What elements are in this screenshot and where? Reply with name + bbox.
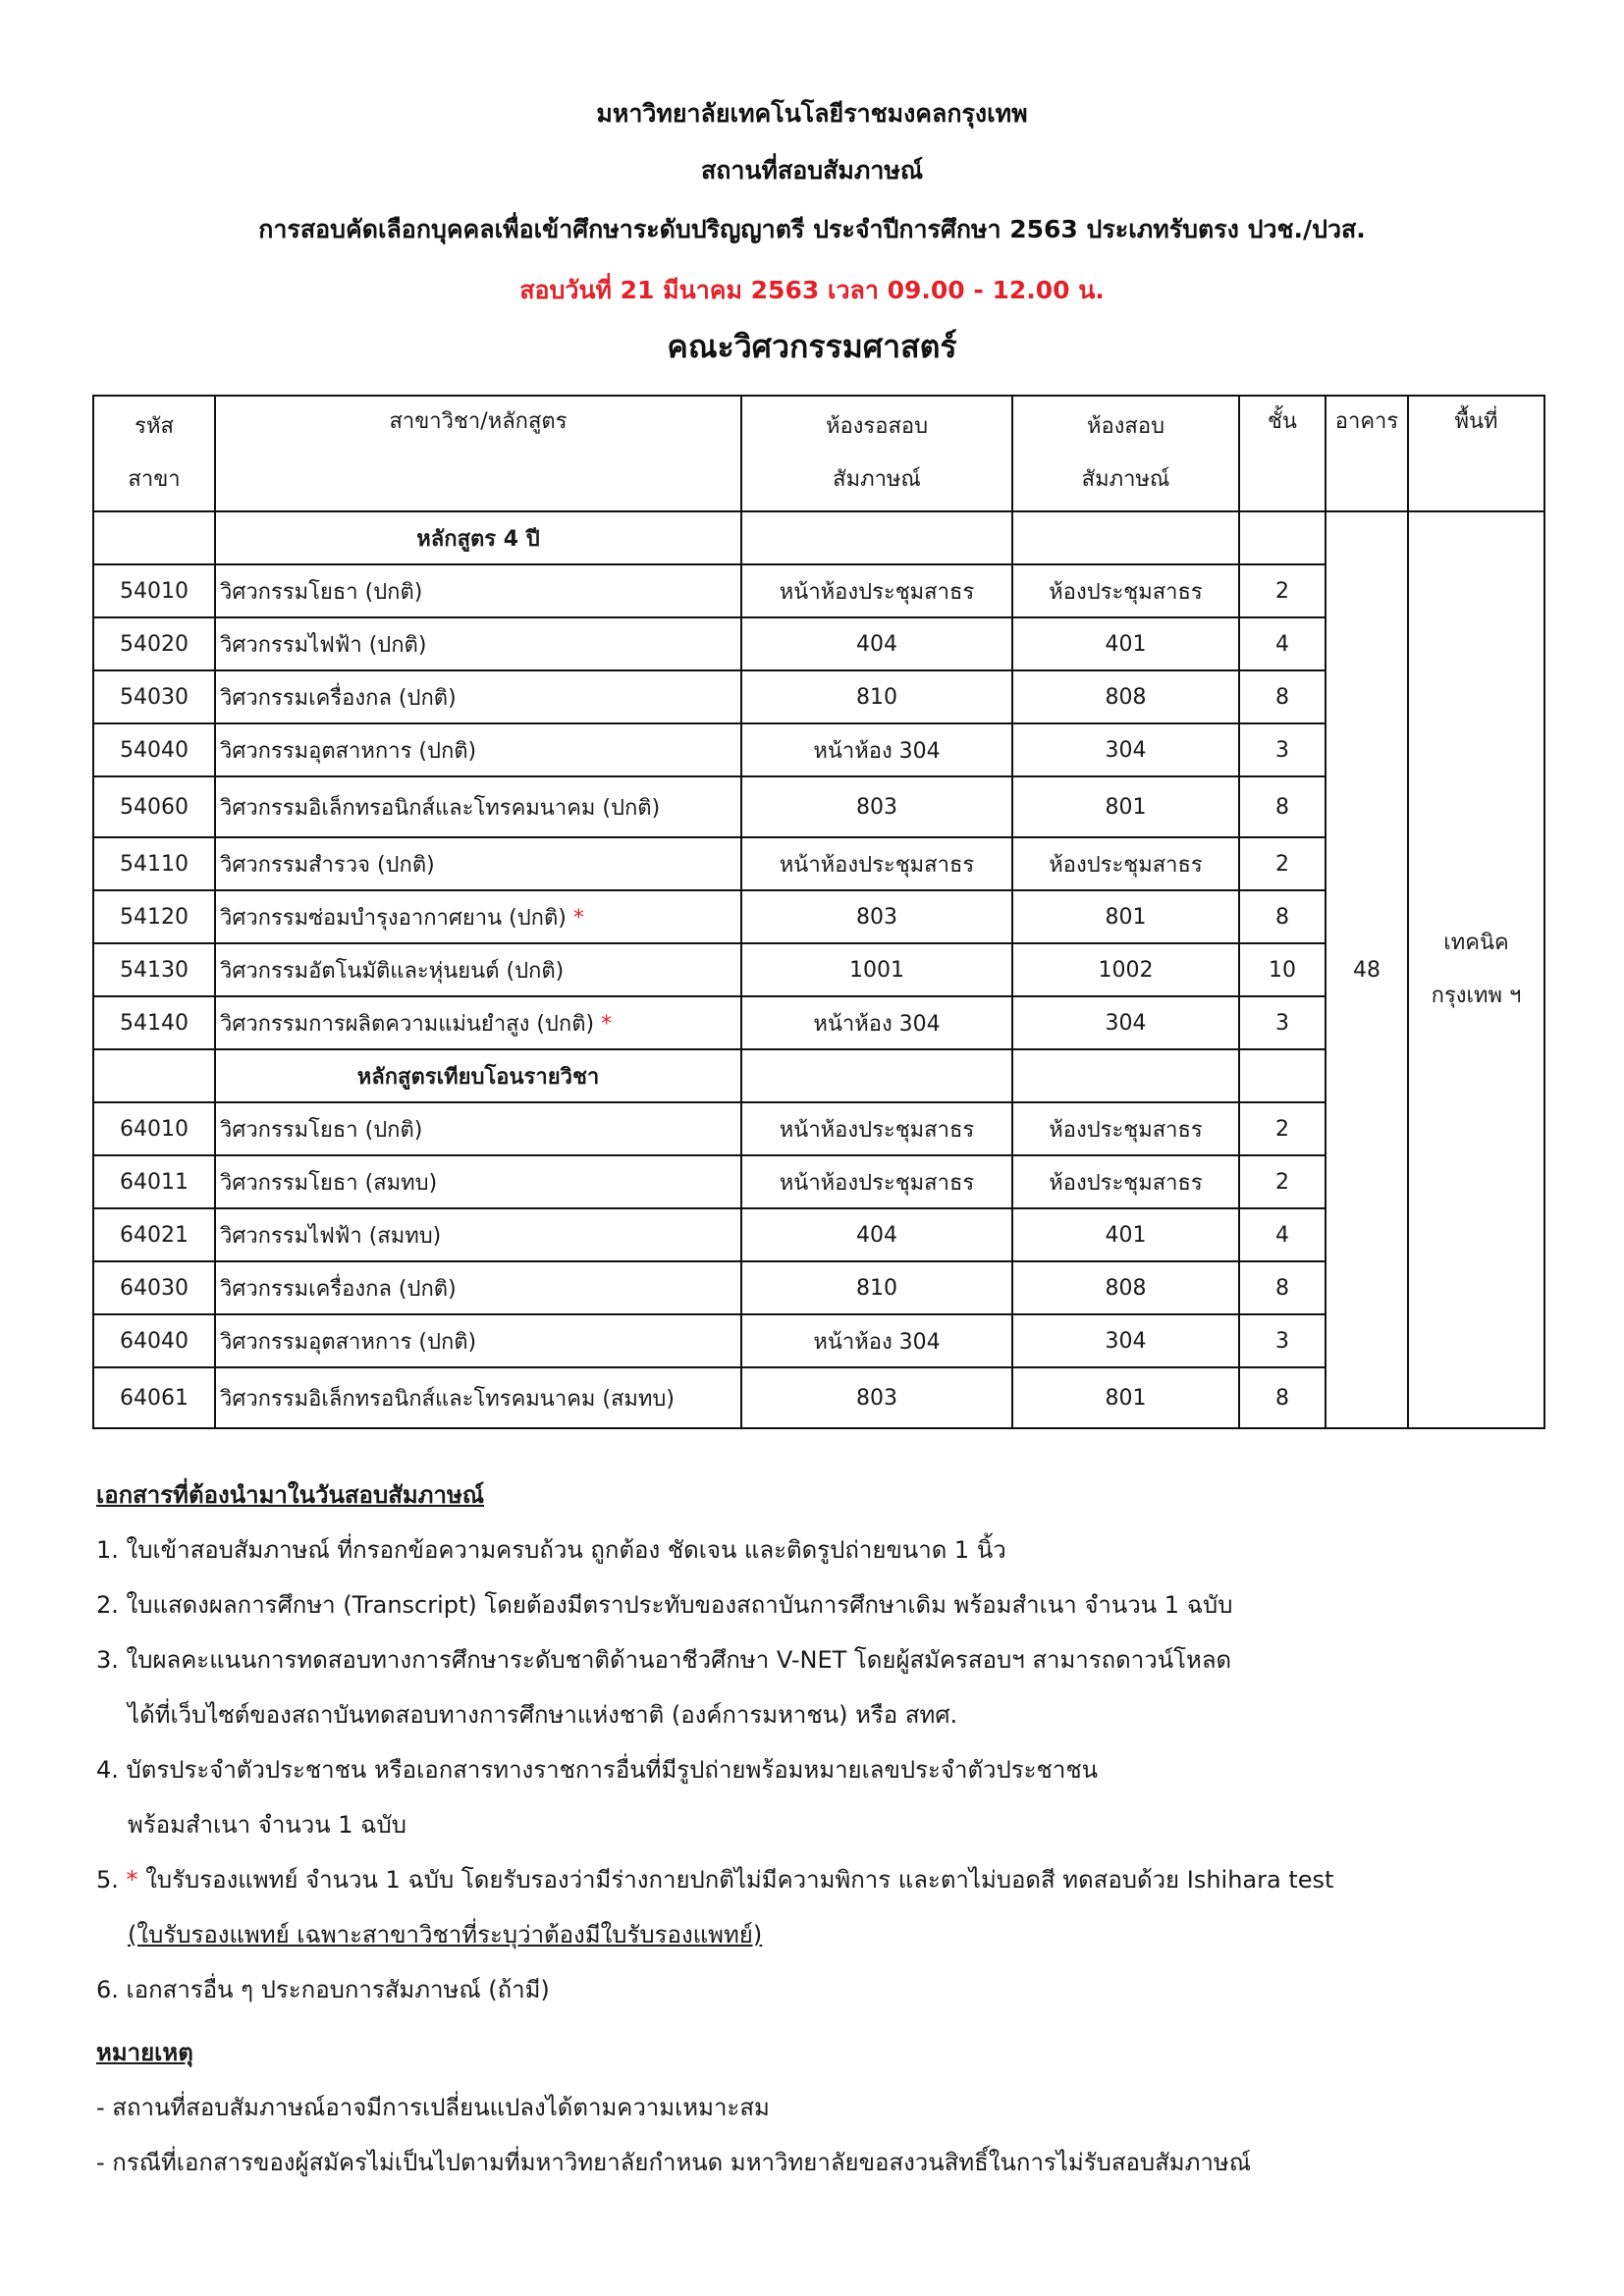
program-name: วิศวกรรมโยธา (สมทบ) — [215, 1155, 741, 1208]
medical-cert-asterisk: * — [572, 905, 584, 931]
note-1: - สถานที่สอบสัมภาษณ์อาจมีการเปลี่ยนแปลงได้ตามความเหมาะสม — [96, 2094, 770, 2121]
document-item-3: 3. ใบผลคะแนนการทดสอบทางการศึกษาระดับชาติด้านอาชีวศึกษา V-NET โดยผู้สมัครสอบฯ สามารถดาวน์โหลด — [96, 1646, 1232, 1674]
floor: 8 — [1239, 776, 1326, 837]
exam-room: 1002 — [1012, 943, 1239, 996]
required-asterisk: * — [126, 1866, 138, 1894]
header-program: สาขาวิชา/หลักสูตร — [215, 396, 741, 511]
waiting-room: 404 — [741, 617, 1012, 670]
header-floor: ชั้น — [1239, 396, 1326, 511]
exam-room: 801 — [1012, 1367, 1239, 1428]
branch-code: 64021 — [93, 1208, 215, 1261]
waiting-room: 803 — [741, 776, 1012, 837]
program-name: วิศวกรรมโยธา (ปกติ) — [215, 564, 741, 617]
waiting-room: 1001 — [741, 943, 1012, 996]
document-item-1: 1. ใบเข้าสอบสัมภาษณ์ ที่กรอกข้อความครบถ้วน ถูกต้อง ชัดเจน และติดรูปถ่ายขนาด 1 นิ้ว — [96, 1536, 1006, 1564]
waiting-room: 404 — [741, 1208, 1012, 1261]
branch-code: 54140 — [93, 996, 215, 1049]
group-empty-cell — [1012, 511, 1239, 564]
branch-code: 54020 — [93, 617, 215, 670]
waiting-room: หน้าห้องประชุมสาธร — [741, 837, 1012, 890]
floor: 2 — [1239, 1102, 1326, 1155]
header-building: อาคาร — [1326, 396, 1408, 511]
table-group-row — [93, 511, 1544, 564]
group-empty-cell — [741, 1049, 1012, 1102]
faculty-title: คณะวิศวกรรมศาสตร์ — [667, 328, 957, 365]
floor: 8 — [1239, 1261, 1326, 1314]
exam-room: ห้องประชุมสาธร — [1012, 1102, 1239, 1155]
medical-cert-asterisk: * — [601, 1011, 613, 1037]
program-name: วิศวกรรมไฟฟ้า (ปกติ) — [215, 617, 741, 670]
waiting-room: หน้าห้อง 304 — [741, 723, 1012, 776]
floor: 2 — [1239, 564, 1326, 617]
floor: 8 — [1239, 670, 1326, 723]
group-empty-cell — [1012, 1049, 1239, 1102]
branch-code: 54040 — [93, 723, 215, 776]
branch-code: 54130 — [93, 943, 215, 996]
branch-code: 64011 — [93, 1155, 215, 1208]
group-label: หลักสูตร 4 ปี — [215, 511, 741, 564]
program-name: วิศวกรรมการผลิตความแม่นยำสูง (ปกติ) * — [215, 996, 741, 1049]
program-name: วิศวกรรมอุตสาหการ (ปกติ) — [215, 1314, 741, 1367]
waiting-room: หน้าห้อง 304 — [741, 996, 1012, 1049]
program-name: วิศวกรรมเครื่องกล (ปกติ) — [215, 670, 741, 723]
group-code-cell — [93, 511, 215, 564]
waiting-room: 810 — [741, 670, 1012, 723]
group-empty-cell — [1239, 511, 1326, 564]
branch-code: 54060 — [93, 776, 215, 837]
waiting-room: หน้าห้อง 304 — [741, 1314, 1012, 1367]
exam-room: 801 — [1012, 776, 1239, 837]
floor: 2 — [1239, 1155, 1326, 1208]
header-area: พื้นที่ — [1408, 396, 1544, 511]
document-item-5: 5. * ใบรับรองแพทย์ จำนวน 1 ฉบับ โดยรับรองว่ามีร่างกายปกติไม่มีความพิการ และตาไม่บอดสี ทดสอบด้วย Ishihara test — [96, 1866, 1334, 1894]
building-cell: 48 — [1326, 511, 1408, 1428]
note-2: - กรณีที่เอกสารของผู้สมัครไม่เป็นไปตามที่มหาวิทยาลัยกำหนด มหาวิทยาลัยขอสงวนสิทธิ์ในการไม่รับสอบสัมภาษณ์ — [96, 2149, 1251, 2176]
exam-room: 304 — [1012, 1314, 1239, 1367]
program-name: วิศวกรรมเครื่องกล (ปกติ) — [215, 1261, 741, 1314]
floor: 8 — [1239, 1367, 1326, 1428]
waiting-room: 810 — [741, 1261, 1012, 1314]
group-label: หลักสูตรเทียบโอนรายวิชา — [215, 1049, 741, 1102]
document-subtitle: สถานที่สอบสัมภาษณ์ — [700, 156, 924, 185]
exam-date: สอบวันที่ 21 มีนาคม 2563 เวลา 09.00 - 12.00 น. — [519, 276, 1105, 304]
notes-title: หมายเหตุ — [96, 2039, 193, 2066]
waiting-room: 803 — [741, 1367, 1012, 1428]
exam-description: การสอบคัดเลือกบุคคลเพื่อเข้าศึกษาระดับปริญญาตรี ประจำปีการศึกษา 2563 ประเภทรับตรง ปวช./ปวส. — [258, 215, 1366, 243]
exam-room: 401 — [1012, 1208, 1239, 1261]
branch-code: 54120 — [93, 890, 215, 943]
exam-room: ห้องประชุมสาธร — [1012, 1155, 1239, 1208]
branch-code: 54110 — [93, 837, 215, 890]
program-name: วิศวกรรมอัตโนมัติและหุ่นยนต์ (ปกติ) — [215, 943, 741, 996]
group-empty-cell — [1239, 1049, 1326, 1102]
document-item-5-cont: (ใบรับรองแพทย์ เฉพาะสาขาวิชาที่ระบุว่าต้องมีใบรับรองแพทย์) — [128, 1921, 763, 1949]
exam-room: 801 — [1012, 890, 1239, 943]
floor: 3 — [1239, 723, 1326, 776]
program-name: วิศวกรรมไฟฟ้า (สมทบ) — [215, 1208, 741, 1261]
floor: 3 — [1239, 996, 1326, 1049]
branch-code: 54030 — [93, 670, 215, 723]
program-name: วิศวกรรมสำรวจ (ปกติ) — [215, 837, 741, 890]
document-item-3-cont: ได้ที่เว็บไซต์ของสถาบันทดสอบทางการศึกษาแห่งชาติ (องค์การมหาชน) หรือ สทศ. — [128, 1701, 958, 1729]
branch-code: 64030 — [93, 1261, 215, 1314]
document-item-4: 4. บัตรประจำตัวประชาชน หรือเอกสารทางราชการอื่นที่มีรูปถ่ายพร้อมหมายเลขประจำตัวประชาชน — [96, 1756, 1099, 1784]
documents-title: เอกสารที่ต้องนำมาในวันสอบสัมภาษณ์ — [96, 1481, 485, 1509]
exam-room: 808 — [1012, 1261, 1239, 1314]
area-cell: เทคนิค กรุงเทพ ฯ — [1408, 511, 1544, 1428]
program-name: วิศวกรรมโยธา (ปกติ) — [215, 1102, 741, 1155]
waiting-room: หน้าห้องประชุมสาธร — [741, 1102, 1012, 1155]
program-name: วิศวกรรมอิเล็กทรอนิกส์และโทรคมนาคม (สมทบ) — [215, 1367, 741, 1428]
branch-code: 64010 — [93, 1102, 215, 1155]
header-waiting-room: ห้องรอสอบ สัมภาษณ์ — [741, 396, 1012, 511]
exam-room: ห้องประชุมสาธร — [1012, 837, 1239, 890]
waiting-room: หน้าห้องประชุมสาธร — [741, 1155, 1012, 1208]
document-item-4-cont: พร้อมสำเนา จำนวน 1 ฉบับ — [128, 1811, 406, 1839]
branch-code: 64040 — [93, 1314, 215, 1367]
group-empty-cell — [741, 511, 1012, 564]
floor: 3 — [1239, 1314, 1326, 1367]
program-name: วิศวกรรมซ่อมบำรุงอากาศยาน (ปกติ) * — [215, 890, 741, 943]
branch-code: 64061 — [93, 1367, 215, 1428]
floor: 4 — [1239, 617, 1326, 670]
group-code-cell — [93, 1049, 215, 1102]
waiting-room: หน้าห้องประชุมสาธร — [741, 564, 1012, 617]
exam-room: 304 — [1012, 723, 1239, 776]
required-documents-section — [96, 1468, 1549, 2190]
waiting-room: 803 — [741, 890, 1012, 943]
floor: 2 — [1239, 837, 1326, 890]
table-header-row — [93, 396, 1544, 511]
branch-code: 54010 — [93, 564, 215, 617]
header-exam-room: ห้องสอบ สัมภาษณ์ — [1012, 396, 1239, 511]
document-item-6: 6. เอกสารอื่น ๆ ประกอบการสัมภาษณ์ (ถ้ามี) — [96, 1976, 550, 2003]
exam-room: 401 — [1012, 617, 1239, 670]
floor: 8 — [1239, 890, 1326, 943]
university-name: มหาวิทยาลัยเทคโนโลยีราชมงคลกรุงเทพ — [596, 99, 1028, 128]
document-item-2: 2. ใบแสดงผลการศึกษา (Transcript) โดยต้องมีตราประทับของสถาบันการศึกษาเดิม พร้อมสำเนา จำนวน 1 ฉบับ — [96, 1591, 1233, 1619]
interview-location-table — [92, 395, 1545, 1429]
floor: 10 — [1239, 943, 1326, 996]
exam-room: 808 — [1012, 670, 1239, 723]
program-name: วิศวกรรมอิเล็กทรอนิกส์และโทรคมนาคม (ปกติ) — [215, 776, 741, 837]
floor: 4 — [1239, 1208, 1326, 1261]
exam-room: 304 — [1012, 996, 1239, 1049]
program-name: วิศวกรรมอุตสาหการ (ปกติ) — [215, 723, 741, 776]
exam-room: ห้องประชุมสาธร — [1012, 564, 1239, 617]
header-code: รหัส สาขา — [93, 396, 215, 511]
